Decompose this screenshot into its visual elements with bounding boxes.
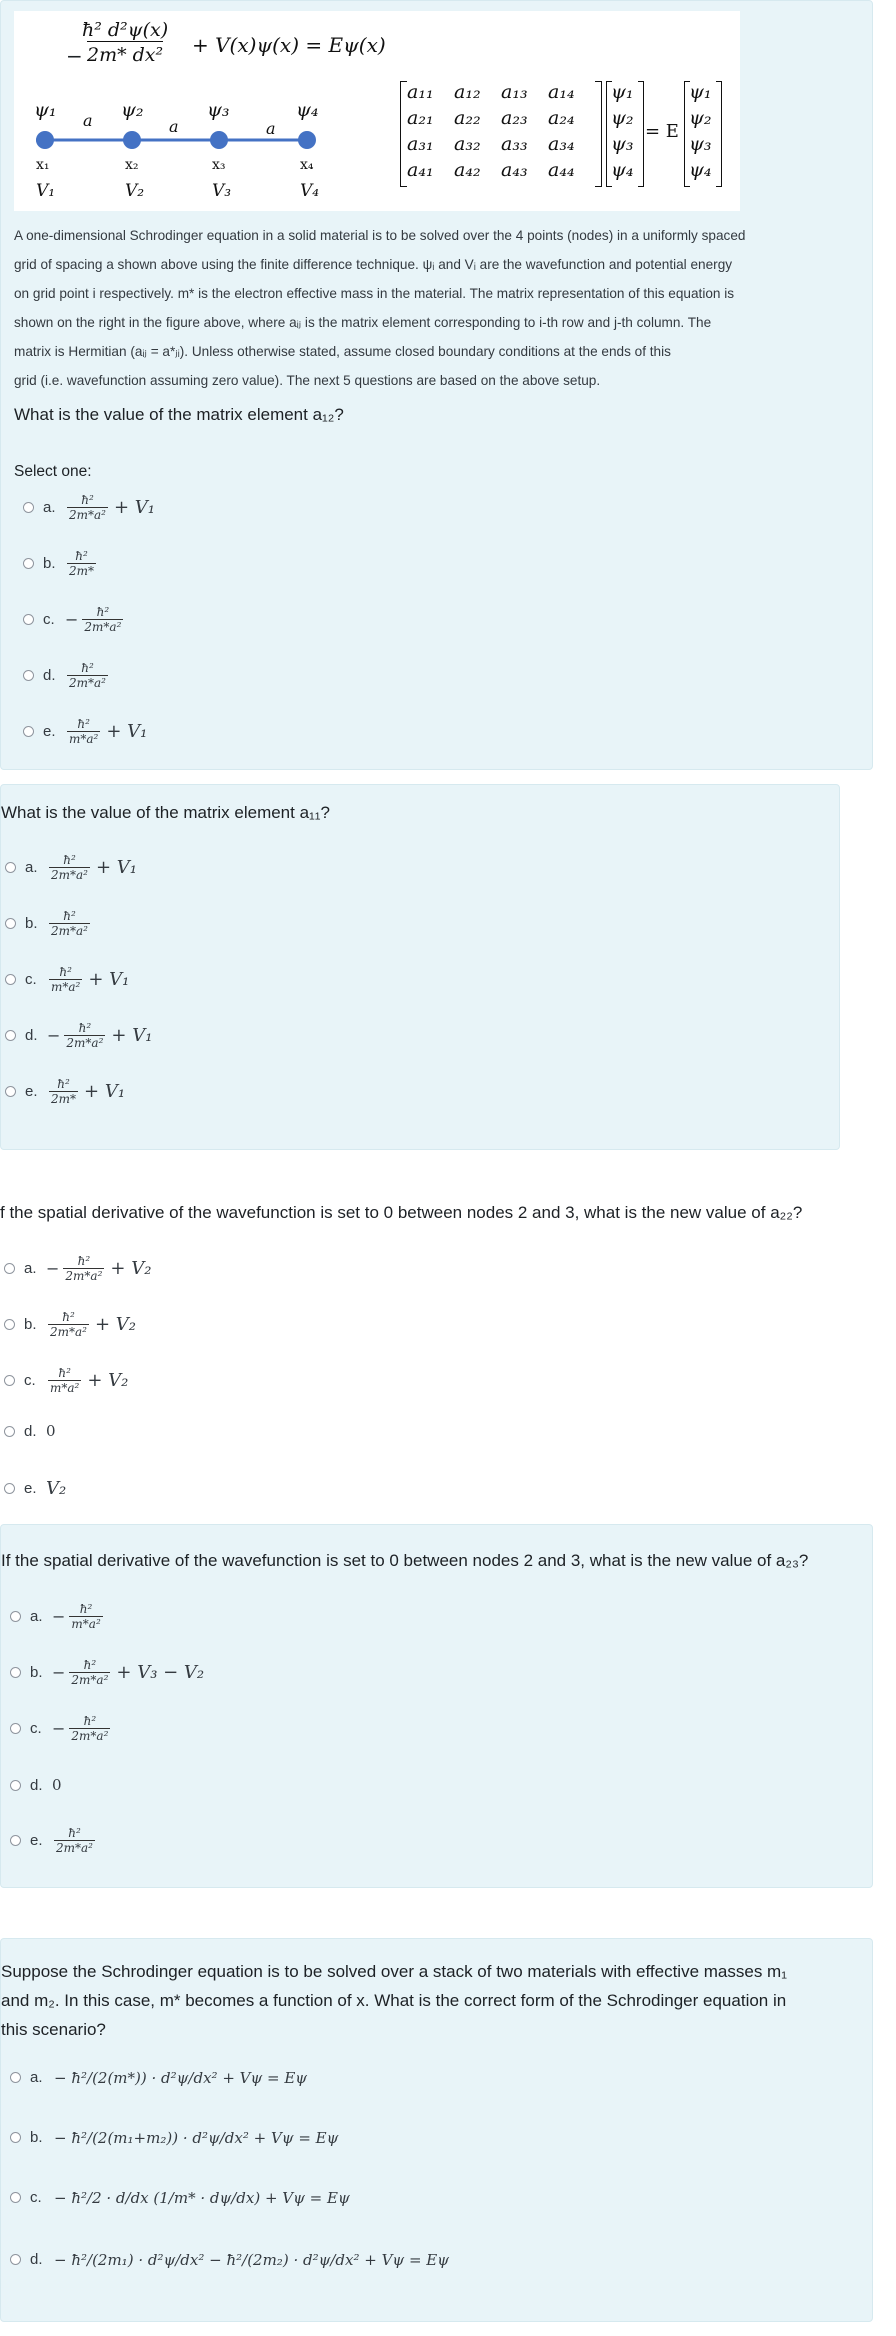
description-line: A one-dimensional Schrodinger equation in a solid material is to be solved over the 4 points (nodes) in a uniformly spaced bbox=[14, 228, 746, 243]
option-letter: a. bbox=[43, 499, 56, 516]
q1-option-e[interactable] bbox=[23, 717, 147, 746]
option-letter: b. bbox=[24, 1316, 37, 1333]
q3-option-b[interactable] bbox=[4, 1310, 136, 1339]
radio-button[interactable] bbox=[4, 1426, 15, 1437]
vector-cell: ψ₄ bbox=[689, 159, 712, 181]
option-letter: c. bbox=[24, 1372, 36, 1389]
q1-option-b[interactable] bbox=[23, 549, 98, 578]
radio-button[interactable] bbox=[4, 1319, 15, 1330]
question-text-2: What is the value of the matrix element a₁₁? bbox=[1, 803, 330, 822]
node-1 bbox=[36, 131, 54, 149]
q5-option-c[interactable] bbox=[10, 2189, 352, 2206]
option-letter: d. bbox=[30, 2251, 43, 2268]
radio-button[interactable] bbox=[4, 1263, 15, 1274]
option-suffix: + V₁ bbox=[95, 857, 138, 878]
radio-button[interactable] bbox=[23, 726, 34, 737]
option-suffix: + V₁ bbox=[111, 1025, 153, 1046]
option-suffix: + V₁ bbox=[84, 1081, 126, 1102]
radio-button[interactable] bbox=[5, 918, 16, 929]
psi-label-2: ψ₂ bbox=[121, 99, 144, 121]
option-value: V₂ bbox=[46, 1478, 67, 1499]
minus-sign: − bbox=[47, 1026, 61, 1045]
fraction: $\frac{\text{ħ²}}{\text{m*a²}}$ bbox=[71, 1602, 101, 1631]
spacing-label-1: a bbox=[83, 111, 93, 130]
description-line: grid (i.e. wavefunction assuming zero value). The next 5 questions are based on the above setup. bbox=[14, 373, 601, 388]
option-suffix: + V₂ bbox=[87, 1370, 129, 1391]
fraction: $\frac{\text{ħ²}}{\text{2m*a²}}$ bbox=[51, 853, 88, 882]
option-suffix: + V₁ bbox=[106, 721, 148, 742]
vector-cell: ψ₂ bbox=[611, 107, 634, 129]
minus-sign: − bbox=[52, 1663, 66, 1682]
matrix-cell: a₁₁ bbox=[407, 81, 434, 103]
q3-option-e[interactable] bbox=[4, 1478, 66, 1499]
matrix-cell: a₄₄ bbox=[548, 159, 575, 181]
q2-option-e[interactable] bbox=[5, 1077, 125, 1106]
problem-figure bbox=[14, 11, 740, 211]
radio-button[interactable] bbox=[23, 558, 34, 569]
vector-cell: ψ₂ bbox=[689, 107, 712, 129]
q5-option-d[interactable] bbox=[10, 2251, 451, 2268]
vector-cell: ψ₁ bbox=[611, 81, 634, 103]
q1-option-c[interactable] bbox=[23, 605, 125, 634]
question-line: this scenario? bbox=[1, 2020, 106, 2039]
option-formula: − ħ²/(2(m*)) · d²ψ/dx² + Vψ = Eψ bbox=[54, 2068, 308, 2087]
option-letter: d. bbox=[30, 1776, 43, 1794]
fraction: $\frac{\text{ħ²}}{\text{m*a²}}$ bbox=[50, 1366, 80, 1395]
matrix-cell: a₄₂ bbox=[454, 159, 481, 181]
radio-button[interactable] bbox=[10, 1780, 21, 1791]
matrix-cell: a₂₁ bbox=[407, 107, 434, 129]
option-letter: d. bbox=[43, 667, 56, 684]
fraction: $\frac{\text{ħ²}}{2m*}$ bbox=[69, 549, 95, 578]
matrix-cell: a₃₂ bbox=[454, 133, 481, 155]
psi-vector-left bbox=[606, 81, 644, 187]
fraction: $\frac{\text{ħ²}}{\text{2m*a²}}$ bbox=[84, 605, 122, 634]
vector-cell: ψ₃ bbox=[689, 133, 712, 155]
option-letter: c. bbox=[30, 1720, 42, 1737]
radio-button[interactable] bbox=[5, 974, 16, 985]
description-line: matrix is Hermitian (aᵢⱼ = a*ⱼᵢ). Unless otherwise stated, assume closed boundary conditions at the ends of this bbox=[14, 344, 671, 359]
q4-option-c[interactable] bbox=[10, 1714, 112, 1743]
eq-minus: − bbox=[66, 44, 83, 68]
matrix-cell: a₄₁ bbox=[407, 159, 434, 181]
description-line: shown on the right in the figure above, where aᵢⱼ is the matrix element corresponding to i-th row and j-th column. The bbox=[14, 315, 712, 330]
fraction: $\frac{\text{ħ²}}{\text{2m*a²}}$ bbox=[69, 661, 106, 690]
q3-option-a[interactable] bbox=[4, 1254, 151, 1283]
matrix-cell: a₁₃ bbox=[501, 81, 528, 103]
question-text-5 bbox=[1, 1957, 787, 2044]
x-label-2: x₂ bbox=[125, 157, 139, 173]
option-value: 0 bbox=[46, 1422, 56, 1440]
matrix-cell: a₁₄ bbox=[548, 81, 575, 103]
option-letter: a. bbox=[30, 1608, 43, 1625]
q2-option-d[interactable] bbox=[5, 1021, 152, 1050]
fraction: $\frac{\text{ħ²}}{\text{2m*a²}}$ bbox=[71, 1714, 109, 1743]
option-letter: d. bbox=[24, 1422, 37, 1440]
option-value: 0 bbox=[52, 1776, 62, 1794]
fraction: $\frac{\text{ħ²}}{2m*}$ bbox=[51, 1077, 77, 1106]
radio-button[interactable] bbox=[5, 1030, 16, 1041]
radio-button[interactable] bbox=[10, 2072, 21, 2083]
description-line: on grid point i respectively. m* is the electron effective mass in the material. The matrix representation of this equation is bbox=[14, 286, 735, 301]
q2-option-a[interactable] bbox=[5, 853, 137, 882]
fraction: $\frac{\text{ħ²}}{\text{2m*a²}}$ bbox=[56, 1826, 93, 1855]
question-card-5 bbox=[0, 1938, 873, 2322]
v-label-3: V₃ bbox=[212, 181, 232, 201]
fraction: $\frac{\text{ħ²}}{\text{2m*a²}}$ bbox=[50, 1310, 87, 1339]
matrix-cell: a₄₃ bbox=[501, 159, 528, 181]
radio-button[interactable] bbox=[10, 2192, 21, 2203]
q2-option-b[interactable] bbox=[5, 909, 92, 938]
radio-button[interactable] bbox=[4, 1483, 15, 1494]
v-label-1: V₁ bbox=[36, 181, 56, 201]
eq-rhs: + V(x)ψ(x) = Eψ(x) bbox=[192, 33, 386, 57]
matrix-cell: a₂₃ bbox=[501, 107, 528, 129]
fraction: $\frac{\text{ħ²}}{\text{2m*a²}}$ bbox=[71, 1658, 109, 1687]
minus-sign: − bbox=[52, 1607, 66, 1626]
eq-denominator: 2m* dx² bbox=[87, 41, 163, 66]
minus-sign: − bbox=[65, 610, 79, 629]
q1-option-d[interactable] bbox=[23, 661, 110, 690]
v-label-4: V₄ bbox=[300, 181, 320, 201]
option-formula: − ħ²/2 · d/dx (1/m* · dψ/dx) + Vψ = Eψ bbox=[54, 2188, 350, 2207]
radio-button[interactable] bbox=[5, 862, 16, 873]
node-4 bbox=[298, 131, 316, 149]
option-letter: e. bbox=[30, 1832, 43, 1849]
radio-button[interactable] bbox=[4, 1375, 15, 1386]
radio-button[interactable] bbox=[10, 1723, 21, 1734]
vector-cell: ψ₁ bbox=[689, 81, 712, 103]
question-line: Suppose the Schrodinger equation is to be solved over a stack of two materials with effective masses m₁ bbox=[1, 1962, 787, 1981]
q3-option-c[interactable] bbox=[4, 1366, 128, 1395]
fraction: $\frac{\text{ħ²}}{\text{2m*a²}}$ bbox=[66, 1021, 104, 1050]
question-text-1: What is the value of the matrix element a₁₂? bbox=[14, 405, 344, 424]
matrix-cell: a₁₂ bbox=[454, 81, 481, 103]
node-3 bbox=[210, 131, 228, 149]
q1-option-a[interactable] bbox=[23, 493, 155, 522]
option-letter: e. bbox=[43, 723, 56, 740]
q4-option-d[interactable] bbox=[10, 1776, 62, 1794]
question-text-4: If the spatial derivative of the wavefunction is set to 0 between nodes 2 and 3, what is the new value of a₂₃? bbox=[1, 1551, 809, 1570]
radio-button[interactable] bbox=[10, 2132, 21, 2143]
vector-cell: ψ₃ bbox=[611, 133, 634, 155]
option-formula: − ħ²/(2m₁) · d²ψ/dx² − ħ²/(2m₂) · d²ψ/dx² + Vψ = Eψ bbox=[54, 2250, 450, 2269]
option-suffix: + V₃ − V₂ bbox=[116, 1662, 205, 1683]
q5-option-a[interactable] bbox=[10, 2069, 309, 2086]
radio-button[interactable] bbox=[10, 1835, 21, 1846]
option-letter: e. bbox=[24, 1480, 37, 1497]
x-label-4: x₄ bbox=[300, 157, 314, 173]
question-card-1 bbox=[0, 0, 873, 770]
radio-button[interactable] bbox=[23, 502, 34, 513]
q2-option-c[interactable] bbox=[5, 965, 129, 994]
q4-option-e[interactable] bbox=[10, 1826, 97, 1855]
option-suffix: + V₂ bbox=[94, 1314, 137, 1335]
q5-option-b[interactable] bbox=[10, 2129, 340, 2146]
question-line: and m₂. In this case, m* becomes a function of x. What is the correct form of the Schrodinger equation in bbox=[1, 1991, 787, 2010]
radio-button[interactable] bbox=[10, 1611, 21, 1622]
select-one-label: Select one: bbox=[14, 463, 92, 480]
option-letter: e. bbox=[25, 1083, 38, 1100]
eq-numerator: ħ² d²ψ(x) bbox=[82, 19, 169, 41]
question-card-4 bbox=[0, 1524, 873, 1888]
matrix-cell: a₂₂ bbox=[454, 107, 481, 129]
minus-sign: − bbox=[52, 1719, 66, 1738]
radio-button[interactable] bbox=[10, 1667, 21, 1678]
equals-E: = E bbox=[645, 121, 679, 142]
option-letter: b. bbox=[43, 555, 56, 572]
psi-label-1: ψ₁ bbox=[34, 99, 57, 121]
radio-button[interactable] bbox=[23, 670, 34, 681]
option-letter: b. bbox=[30, 2129, 43, 2146]
matrix-cell: a₃₃ bbox=[501, 133, 528, 155]
question-text-3: f the spatial derivative of the wavefunction is set to 0 between nodes 2 and 3, what is the new value of a₂₂? bbox=[0, 1203, 803, 1222]
fraction: $\frac{\text{ħ²}}{\text{2m*a²}}$ bbox=[65, 1254, 103, 1283]
radio-button[interactable] bbox=[10, 2254, 21, 2265]
option-formula: − ħ²/(2(m₁+m₂)) · d²ψ/dx² + Vψ = Eψ bbox=[54, 2128, 339, 2147]
spacing-label-2: a bbox=[169, 117, 179, 136]
option-suffix: + V₁ bbox=[113, 497, 156, 518]
v-label-2: V₂ bbox=[125, 181, 145, 201]
q4-option-b[interactable] bbox=[10, 1658, 204, 1687]
option-suffix: + V₁ bbox=[88, 969, 130, 990]
fraction: $\frac{\text{ħ²}}{\text{m*a²}}$ bbox=[69, 717, 99, 746]
option-letter: a. bbox=[24, 1260, 37, 1277]
option-letter: a. bbox=[30, 2069, 43, 2086]
minus-sign: − bbox=[46, 1259, 60, 1278]
option-letter: c. bbox=[43, 611, 55, 628]
option-letter: c. bbox=[25, 971, 37, 988]
option-letter: b. bbox=[30, 1664, 43, 1681]
radio-button[interactable] bbox=[5, 1086, 16, 1097]
fraction: $\frac{\text{ħ²}}{\text{2m*a²}}$ bbox=[69, 493, 106, 522]
matrix-cell: a₃₄ bbox=[548, 133, 575, 155]
option-letter: a. bbox=[25, 859, 38, 876]
fraction: $\frac{\text{ħ²}}{\text{m*a²}}$ bbox=[51, 965, 81, 994]
psi-label-3: ψ₃ bbox=[207, 99, 230, 121]
question-card-2 bbox=[0, 784, 840, 1150]
psi-label-4: ψ₄ bbox=[296, 99, 319, 121]
option-letter: d. bbox=[25, 1027, 38, 1044]
psi-vector-right bbox=[684, 81, 722, 187]
radio-button[interactable] bbox=[23, 614, 34, 625]
x-label-3: x₃ bbox=[212, 157, 226, 173]
matrix-cell: a₃₁ bbox=[407, 133, 434, 155]
fraction: $\frac{\text{ħ²}}{\text{2m*a²}}$ bbox=[51, 909, 88, 938]
vector-cell: ψ₄ bbox=[611, 159, 634, 181]
description-line: grid of spacing a shown above using the finite difference technique. ψᵢ and Vᵢ are the wavefunction and potential energy bbox=[14, 257, 733, 272]
coefficient-matrix bbox=[400, 81, 602, 187]
x-label-1: x₁ bbox=[36, 157, 50, 173]
q3-option-d[interactable] bbox=[4, 1422, 56, 1440]
matrix-cell: a₂₄ bbox=[548, 107, 575, 129]
option-suffix: + V₂ bbox=[110, 1258, 152, 1279]
spacing-label-3: a bbox=[266, 119, 276, 138]
node-2 bbox=[123, 131, 141, 149]
option-letter: b. bbox=[25, 915, 38, 932]
problem-description bbox=[14, 221, 862, 395]
option-letter: c. bbox=[30, 2189, 42, 2206]
q4-option-a[interactable] bbox=[10, 1602, 105, 1631]
